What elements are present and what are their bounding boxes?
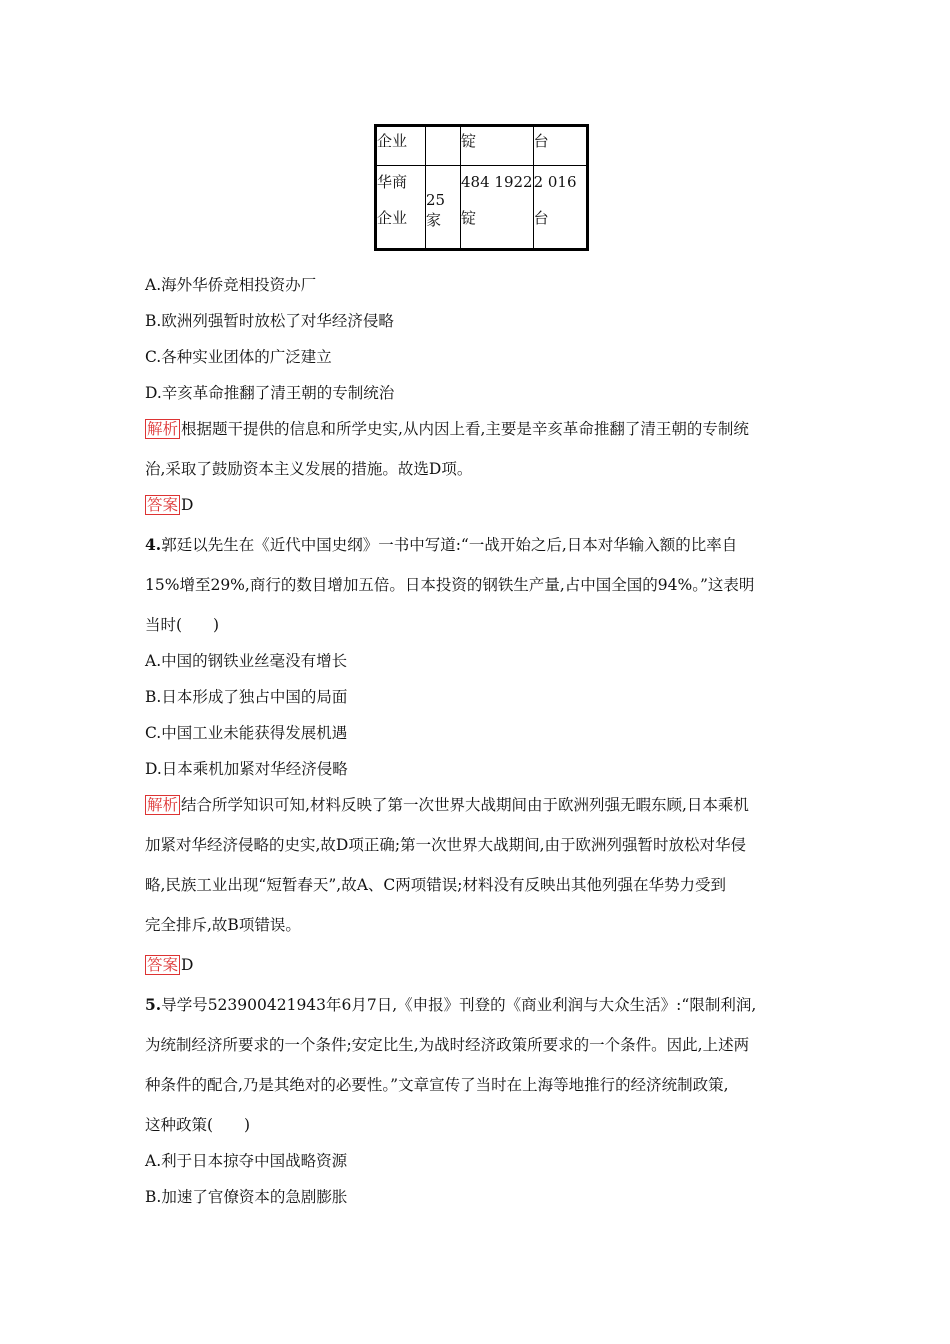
table-cell (376, 166, 426, 250)
option-a: A.利于日本掠夺中国战略资源 (145, 1152, 348, 1170)
option-b: B.加速了官僚资本的急剧膨胀 (145, 1188, 348, 1206)
analysis-line (145, 795, 749, 815)
cell-text: 企业 (377, 209, 408, 227)
question-text: 郭廷以先生在《近代中国史纲》一书中写道:“一战开始之后,日本对华输入额的比率自 (161, 536, 738, 554)
question-text: 导学号523900421943年6月7日,《申报》刊登的《商业利润与大众生活》:“限制利润, (161, 996, 757, 1014)
analysis-line: 略,民族工业出现“短暂春天”,故A、C两项错误;材料没有反映出其他列强在华势力受到 (145, 876, 726, 894)
cell-text: 华商 (377, 173, 408, 191)
question-text: 种条件的配合,乃是其绝对的必要性。”文章宣传了当时在上海等地推行的经济统制政策, (145, 1076, 729, 1094)
cell-text: 锭 (461, 209, 477, 227)
table-row (376, 166, 588, 250)
option-b: B.日本形成了独占中国的局面 (145, 688, 348, 706)
question-4-stem (145, 535, 737, 555)
option-c: C.各种实业团体的广泛建立 (145, 348, 332, 366)
data-table (374, 124, 589, 251)
cell-text: 484 1922 (461, 173, 533, 191)
option-d: D.日本乘机加紧对华经济侵略 (145, 760, 348, 778)
analysis-line: 加紧对华经济侵略的史实,故D项正确;第一次世界大战期间,由于欧洲列强暂时放松对华侵 (145, 836, 747, 854)
analysis-line: 治,采取了鼓励资本主义发展的措施。故选D项。 (145, 460, 473, 478)
option-a: A.海外华侨竞相投资办厂 (145, 276, 317, 294)
option-c: C.中国工业未能获得发展机遇 (145, 724, 348, 742)
answer-tag: 答案 (147, 496, 179, 514)
cell-text: 台 (533, 209, 549, 227)
question-5-stem (145, 995, 756, 1015)
analysis-tag: 解析 (147, 420, 179, 438)
question-number: 4. (145, 535, 162, 554)
analysis-text: 根据题干提供的信息和所学史实,从内因上看,主要是辛亥革命推翻了清王朝的专制统 (181, 420, 749, 438)
option-a: A.中国的钢铁业丝毫没有增长 (145, 652, 348, 670)
analysis-line: 完全排斥,故B项错误。 (145, 916, 301, 934)
question-text: 这种政策( ) (145, 1116, 251, 1134)
answer-tag: 答案 (147, 956, 179, 974)
analysis-text: 结合所学知识可知,材料反映了第一次世界大战期间由于欧洲列强无暇东顾,日本乘机 (181, 796, 749, 814)
analysis-line (145, 419, 749, 439)
table-cell (461, 166, 534, 250)
table-row (376, 126, 588, 166)
table-cell: 25家 (426, 166, 461, 250)
answer-value: D (181, 496, 194, 514)
table-cell: 锭 (461, 126, 534, 166)
question-text: 15%增至29%,商行的数目增加五倍。日本投资的钢铁生产量,占中国全国的94%。”这表明 (145, 576, 755, 594)
analysis-tag: 解析 (147, 796, 179, 814)
table-cell (533, 166, 587, 250)
option-b: B.欧洲列强暂时放松了对华经济侵略 (145, 312, 394, 330)
table-cell (426, 126, 461, 166)
answer-line (145, 955, 193, 975)
cell-text: 2 016 (533, 173, 577, 191)
answer-line (145, 495, 193, 515)
table-cell: 企业 (376, 126, 426, 166)
question-number: 5. (145, 995, 162, 1014)
question-text: 为统制经济所要求的一个条件;安定比生,为战时经济政策所要求的一个条件。因此,上述两 (145, 1036, 750, 1054)
question-text: 当时( ) (145, 616, 220, 634)
option-d: D.辛亥革命推翻了清王朝的专制统治 (145, 384, 395, 402)
answer-value: D (181, 956, 194, 974)
table-cell: 台 (533, 126, 587, 166)
